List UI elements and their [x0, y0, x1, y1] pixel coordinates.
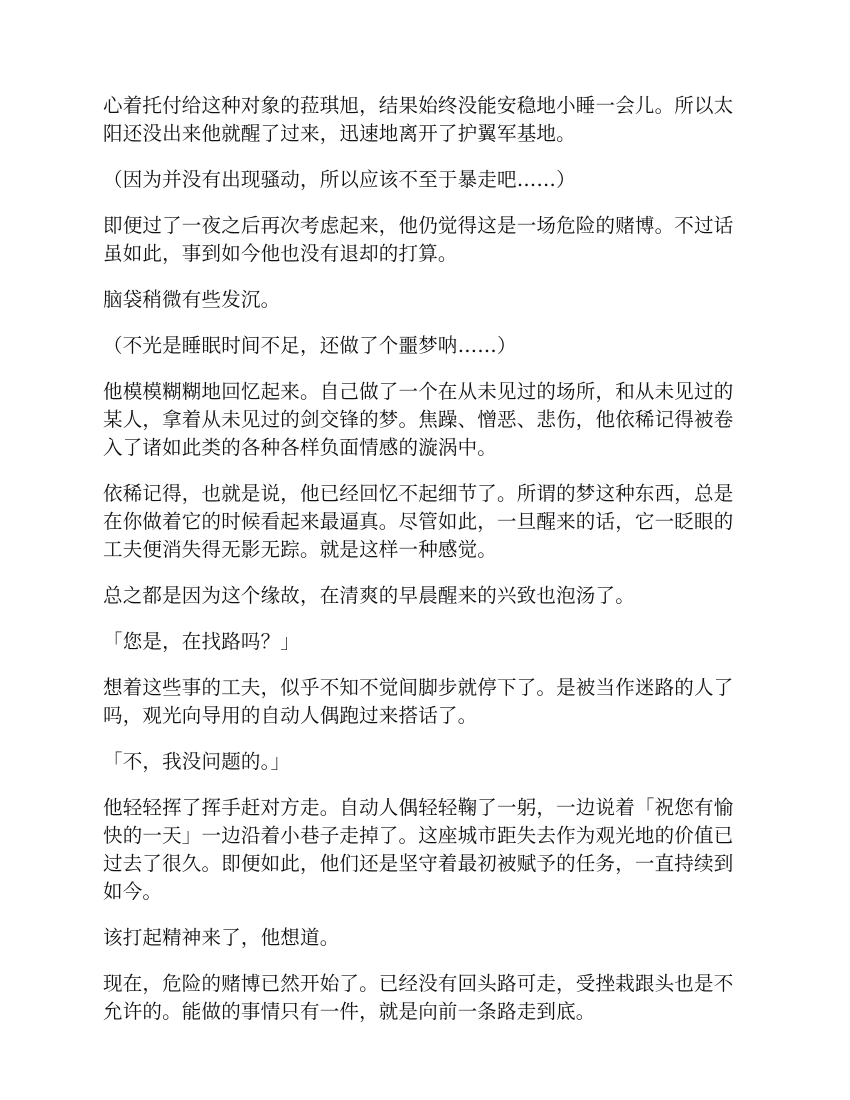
- paragraph: 心着托付给这种对象的菈琪旭，结果始终没能安稳地小睡一会儿。所以太阳还没出来他就醒了过来，迅速地离开了护翼军基地。: [103, 94, 734, 145]
- dialogue-line: 「您是，在找路吗？」: [103, 630, 301, 653]
- document-page: [103, 92, 751, 1044]
- paragraph: （因为并没有出现骚动，所以应该不至于暴走吧……）: [103, 168, 576, 191]
- paragraph: 现在，危险的赌博已然开始了。已经没有回头路可走，受挫栽跟头也是不允许的。能做的事情只有一件，就是向前一条路走到底。: [103, 972, 734, 1023]
- paragraph: 总之都是因为这个缘故，在清爽的早晨醒来的兴致也泡汤了。: [103, 584, 635, 607]
- paragraph: 他轻轻挥了挥手赶对方走。自动人偶轻轻鞠了一躬，一边说着「祝您有愉快的一天」一边沿着小巷子走掉了。这座城市距失去作为观光地的价值已过去了很久。即便如此，他们还是坚守着最初被赋予的任务，一直持续到如今。: [103, 796, 734, 903]
- paragraph: 该打起精神来了，他想道。: [103, 926, 340, 949]
- paragraph: 他模模糊糊地回忆起来。自己做了一个在从未见过的场所，和从未见过的某人，拿着从未见过的剑交锋的梦。焦躁、憎恶、悲伤，他依稀记得被卷入了诸如此类的各种各样负面情感的漩涡中。: [103, 380, 734, 459]
- paragraph: 脑袋稍微有些发沉。: [103, 288, 281, 311]
- dialogue-line: 「不，我没问题的。」: [103, 750, 291, 773]
- paragraph: （不光是睡眠时间不足，还做了个噩梦呐……）: [103, 334, 517, 357]
- paragraph: 想着这些事的工夫，似乎不知不觉间脚步就停下了。是被当作迷路的人了吗，观光向导用的自动人偶跑过来搭话了。: [103, 676, 734, 727]
- paragraph: 即便过了一夜之后再次考虑起来，他仍觉得这是一场危险的赌博。不过话虽如此，事到如今他也没有退却的打算。: [103, 214, 734, 265]
- paragraph: 依稀记得，也就是说，他已经回忆不起细节了。所谓的梦这种东西，总是在你做着它的时候看起来最逼真。尽管如此，一旦醒来的话，它一眨眼的工夫便消失得无影无踪。就是这样一种感觉。: [103, 482, 734, 561]
